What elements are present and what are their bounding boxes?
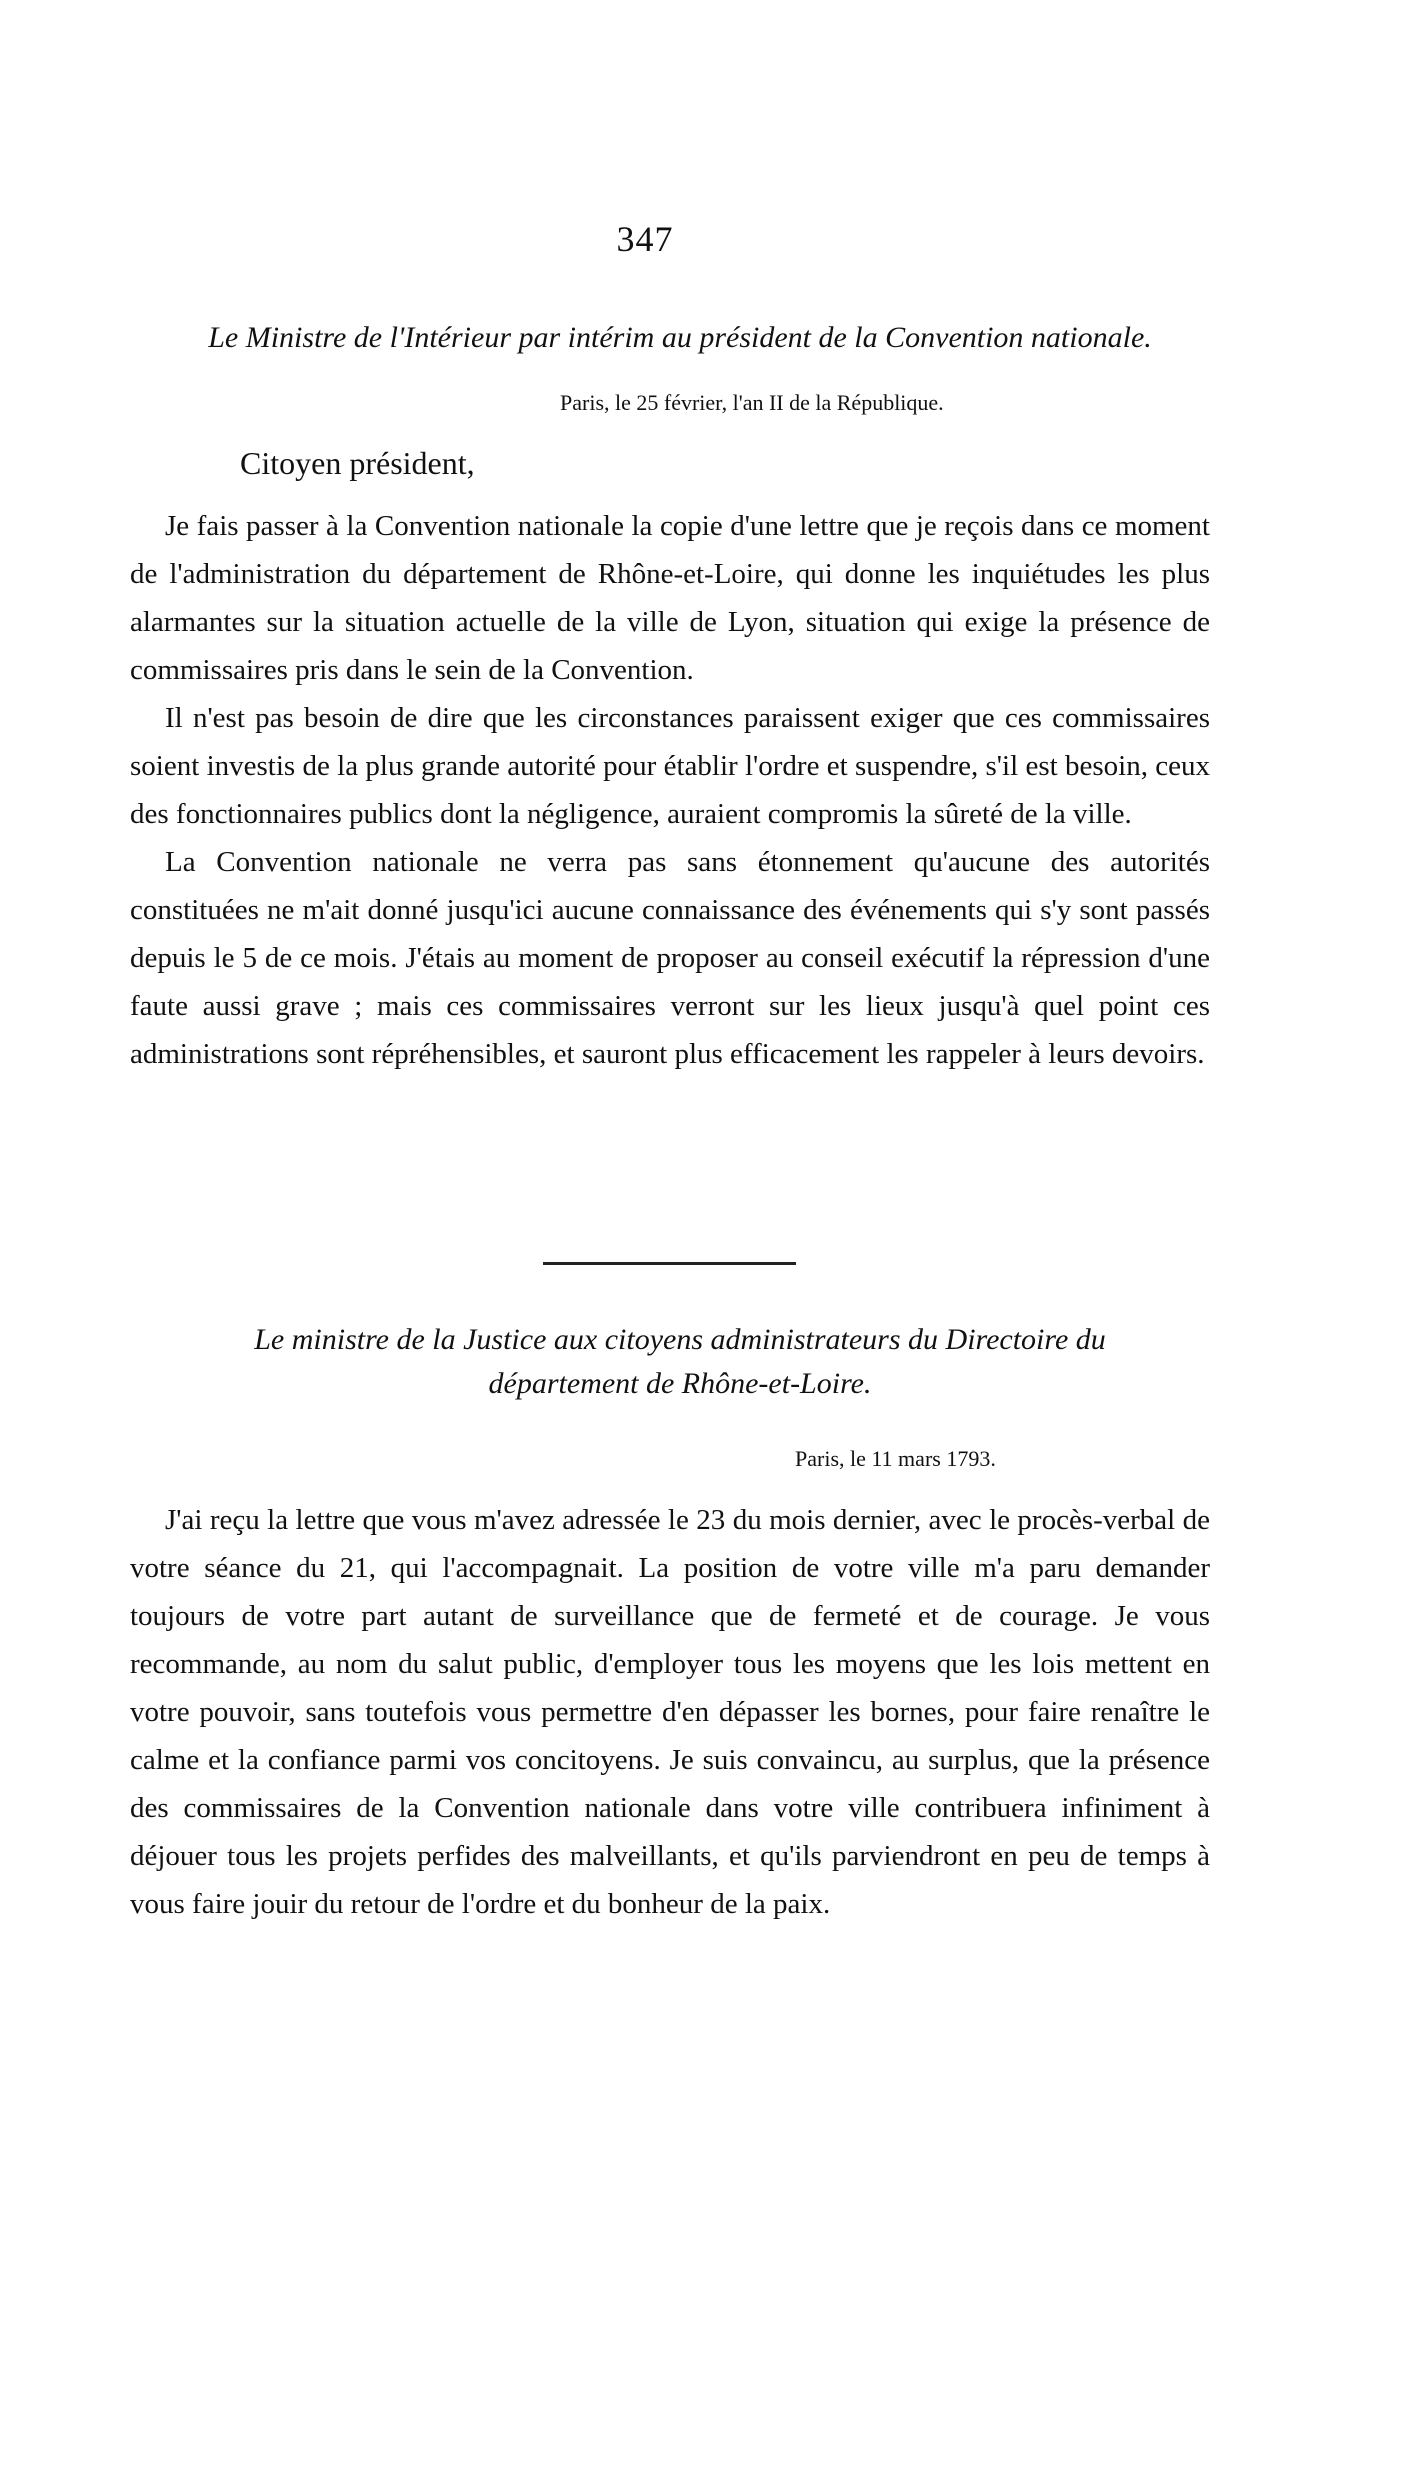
letter-2-heading xyxy=(140,1318,1220,1406)
letter-1-salutation: Citoyen président, xyxy=(240,445,475,481)
letter-2-body xyxy=(130,1496,1210,1928)
letter-1-body xyxy=(130,502,1210,1078)
page-number: 347 xyxy=(616,219,674,259)
letter-1-paragraph-3: La Convention nationale ne verra pas sans étonnement qu'aucune des autorités constituées ne m'ait donné jusqu'ici aucune connaissance des événements qui s'y sont passés depuis le 5 de ce mois. J'étais au moment de proposer au conseil exécutif la répression d'une faute aussi grave ; mais ces commissaires verront sur les lieux jusqu'à quel point ces administrations sont répréhensibles, et sauront plus efficacement les rappeler à leurs devoirs. xyxy=(130,846,1210,1070)
letter-1-heading: Le Ministre de l'Intérieur par intérim au président de la Convention nationale. xyxy=(208,321,1152,354)
letter-2-heading-line-2: département de Rhône-et-Loire. xyxy=(488,1367,872,1400)
section-divider xyxy=(543,1262,796,1265)
letter-2-heading-line-1: Le ministre de la Justice aux citoyens administrateurs du Directoire du xyxy=(254,1323,1106,1356)
letter-1-dateline: Paris, le 25 février, l'an II de la République. xyxy=(560,390,944,415)
letter-1-paragraph-1: Je fais passer à la Convention nationale la copie d'une lettre que je reçois dans ce moment de l'administration du département de Rhône-et-Loire, qui donne les inquiétudes les plus alarmantes sur la situation actuelle de la ville de Lyon, situation qui exige la présence de commissaires pris dans le sein de la Convention. xyxy=(130,510,1210,686)
letter-2-paragraph-1: J'ai reçu la lettre que vous m'avez adressée le 23 du mois dernier, avec le procès-verbal de votre séance du 21, qui l'accompagnait. La position de votre ville m'a paru demander toujours de votre part autant de surveillance que de fermeté et de courage. Je vous recommande, au nom du salut public, d'employer tous les moyens que les lois mettent en votre pouvoir, sans toutefois vous permettre d'en dépasser les bornes, pour faire renaître le calme et la confiance parmi vos concitoyens. Je suis convaincu, au surplus, que la présence des commissaires de la Convention nationale dans votre ville contribuera infiniment à déjouer tous les projets perfides des malveillants, et qu'ils parviendront en peu de temps à vous faire jouir du retour de l'ordre et du bonheur de la paix. xyxy=(130,1504,1210,1920)
letter-1-paragraph-2: Il n'est pas besoin de dire que les circonstances paraissent exiger que ces commissaires soient investis de la plus grande autorité pour établir l'ordre et suspendre, s'il est besoin, ceux des fonctionnaires publics dont la négligence, auraient compromis la sûreté de la ville. xyxy=(130,702,1210,830)
letter-2-dateline: Paris, le 11 mars 1793. xyxy=(795,1446,996,1471)
